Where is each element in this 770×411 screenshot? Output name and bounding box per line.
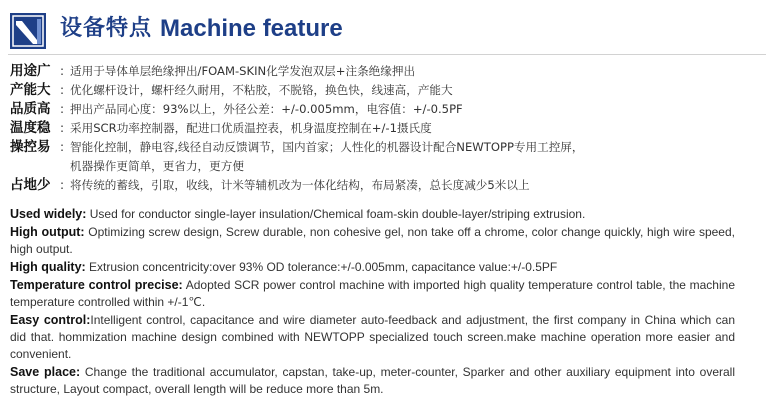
en-feature-paragraph xyxy=(10,312,735,363)
en-feature-paragraph xyxy=(10,206,735,223)
cn-feature-row xyxy=(10,119,766,138)
en-feature-label: Used widely: xyxy=(10,207,87,221)
cn-feature-label: 品质高 xyxy=(10,101,51,117)
cn-feature-row xyxy=(10,62,766,81)
cn-feature-colon: : xyxy=(60,178,65,192)
en-feature-label: Easy control: xyxy=(10,313,91,327)
cn-feature-text: 适用于导体单层绝缘押出/FOAM-SKIN化学发泡双层+注条绝缘押出 xyxy=(70,64,416,78)
en-feature-label: Temperature control precise: xyxy=(10,278,183,292)
section-title-en: Machine feature xyxy=(160,15,343,42)
brand-logo-icon xyxy=(10,13,46,49)
en-feature-paragraph xyxy=(10,364,735,398)
cn-feature-list xyxy=(10,62,766,195)
cn-feature-text: 优化螺杆设计，螺杆经久耐用，不粘胶，不脱铬，换色快，线速高，产能大 xyxy=(70,83,453,97)
en-feature-paragraph xyxy=(10,277,735,311)
cn-feature-row xyxy=(10,176,766,195)
cn-feature-label: 产能大 xyxy=(10,82,51,98)
cn-feature-colon: : xyxy=(60,102,65,116)
en-feature-label: High output: xyxy=(10,225,85,239)
en-feature-text: Used for conductor single-layer insulation/Chemical foam-skin double-layer/striping extrusion. xyxy=(86,207,586,221)
en-feature-text: Adopted SCR power control machine with imported high quality temperature control table, the machine temperature controlled within +/-1℃. xyxy=(10,278,735,309)
cn-feature-colon: : xyxy=(60,64,65,78)
cn-feature-label: 操控易 xyxy=(10,139,51,155)
cn-feature-row xyxy=(10,138,766,176)
en-feature-paragraph xyxy=(10,224,735,258)
en-feature-list xyxy=(10,206,735,399)
en-feature-paragraph xyxy=(10,259,735,276)
cn-feature-colon: : xyxy=(60,121,65,135)
en-feature-label: High quality: xyxy=(10,260,86,274)
cn-feature-label: 占地少 xyxy=(10,177,51,193)
cn-feature-label: 温度稳 xyxy=(10,120,51,136)
cn-feature-row xyxy=(10,100,766,119)
cn-feature-text: 采用SCR功率控制器，配进口优质温控表，机身温度控制在+/-1摄氏度 xyxy=(70,121,432,135)
en-feature-text: Optimizing screw design, Screw durable, non cohesive gel, non take off a chrome, color change quickly, high wire speed, high output. xyxy=(10,225,735,256)
cn-feature-colon: : xyxy=(60,140,65,154)
header-divider xyxy=(8,54,766,55)
section-title-cn: 设备特点 xyxy=(60,16,153,41)
cn-feature-text: 机器操作更简单，更省力，更方便 xyxy=(70,159,244,173)
cn-feature-colon: : xyxy=(60,83,65,97)
cn-feature-text: 押出产品同心度：93%以上，外径公差：+/-0.005mm，电容值：+/-0.5PF xyxy=(70,102,463,116)
cn-feature-row xyxy=(10,81,766,100)
en-feature-text: Intelligent control, capacitance and wire diameter auto-feedback and adjustment, the first company in China which can did that. hommization machine design combined with NEWTOPP specialized touch screen.make machine operation more easier and convenient. xyxy=(10,313,735,361)
cn-feature-text: 将传统的蓄线，引取，收线，计米等辅机改为一体化结构，布局紧凑，总长度减少5米以上 xyxy=(70,178,530,192)
cn-feature-text: 智能化控制，静电容,线径自动反馈调节，国内首家；人性化的机器设计配合NEWTOPP专用工控屏， xyxy=(70,140,584,154)
en-feature-text: Extrusion concentricity:over 93% OD tolerance:+/-0.005mm, capacitance value:+/-0.5PF xyxy=(85,260,558,274)
en-feature-text: Change the traditional accumulator, capstan, take-up, meter-counter, Sparker and other auxiliary equipment into overall structure, Layout compact, overall length will be reduce more than 5m. xyxy=(10,365,735,396)
en-feature-label: Save place: xyxy=(10,365,81,379)
cn-feature-label: 用途广 xyxy=(10,63,51,79)
